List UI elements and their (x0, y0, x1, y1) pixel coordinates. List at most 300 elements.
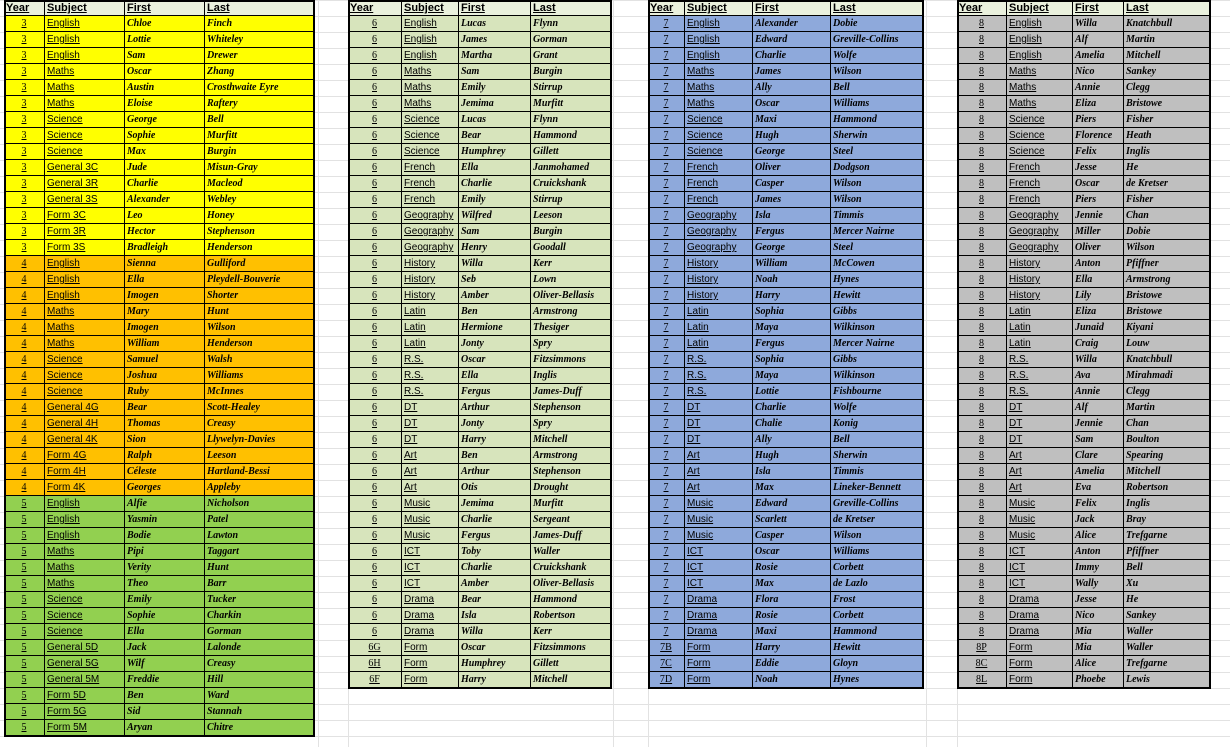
year-cell[interactable]: 5 (4, 608, 45, 624)
year-cell[interactable]: 6 (348, 80, 402, 96)
first-name-cell[interactable]: Annie (1073, 384, 1124, 400)
last-name-cell[interactable]: Spry (531, 336, 612, 352)
year-cell[interactable]: 8 (957, 624, 1007, 640)
last-name-cell[interactable]: Mitchell (1124, 48, 1211, 64)
first-name-cell[interactable]: Joshua (125, 368, 205, 384)
year-cell[interactable]: 5 (4, 544, 45, 560)
last-name-cell[interactable]: Honey (205, 208, 315, 224)
subject-cell[interactable]: Maths (45, 64, 125, 80)
last-name-cell[interactable]: Kiyani (1124, 320, 1211, 336)
subject-cell[interactable]: Form (402, 672, 459, 688)
year-cell[interactable]: 7 (648, 400, 685, 416)
year-cell[interactable]: 8 (957, 352, 1007, 368)
first-name-cell[interactable]: Ella (125, 272, 205, 288)
header-first[interactable]: First (125, 0, 205, 16)
last-name-cell[interactable]: Raftery (205, 96, 315, 112)
first-name-cell[interactable]: Mary (125, 304, 205, 320)
year-cell[interactable]: 6 (348, 544, 402, 560)
last-name-cell[interactable]: Corbett (831, 608, 924, 624)
subject-cell[interactable]: DT (685, 432, 753, 448)
last-name-cell[interactable]: Stephenson (205, 224, 315, 240)
subject-cell[interactable]: General 3C (45, 160, 125, 176)
year-cell[interactable]: 7 (648, 496, 685, 512)
subject-cell[interactable]: Geography (402, 208, 459, 224)
first-name-cell[interactable]: Jemima (459, 96, 531, 112)
first-name-cell[interactable]: George (753, 144, 831, 160)
subject-cell[interactable]: French (685, 176, 753, 192)
last-name-cell[interactable]: Timmis (831, 464, 924, 480)
first-name-cell[interactable]: Scarlett (753, 512, 831, 528)
first-name-cell[interactable]: Charlie (753, 400, 831, 416)
first-name-cell[interactable]: Hector (125, 224, 205, 240)
subject-cell[interactable]: DT (402, 432, 459, 448)
year-cell[interactable]: 8 (957, 416, 1007, 432)
year-cell[interactable]: 7 (648, 368, 685, 384)
first-name-cell[interactable]: Edward (753, 32, 831, 48)
subject-cell[interactable]: ICT (685, 560, 753, 576)
last-name-cell[interactable]: Bray (1124, 512, 1211, 528)
first-name-cell[interactable]: Piers (1073, 192, 1124, 208)
year-cell[interactable]: 4 (4, 336, 45, 352)
year-cell[interactable]: 3 (4, 192, 45, 208)
subject-cell[interactable]: History (685, 272, 753, 288)
subject-cell[interactable]: Maths (402, 96, 459, 112)
first-name-cell[interactable]: Alf (1073, 400, 1124, 416)
last-name-cell[interactable]: Knatchbull (1124, 16, 1211, 32)
last-name-cell[interactable]: Misun-Gray (205, 160, 315, 176)
first-name-cell[interactable]: Aryan (125, 720, 205, 736)
year-cell[interactable]: 7 (648, 256, 685, 272)
subject-cell[interactable]: Science (685, 128, 753, 144)
year-cell[interactable]: 5 (4, 656, 45, 672)
year-cell[interactable]: 7 (648, 304, 685, 320)
year-cell[interactable]: 8 (957, 192, 1007, 208)
subject-cell[interactable]: Form 5D (45, 688, 125, 704)
year-cell[interactable]: 7 (648, 48, 685, 64)
subject-cell[interactable]: English (402, 48, 459, 64)
subject-cell[interactable]: Science (45, 352, 125, 368)
last-name-cell[interactable]: Lewis (1124, 672, 1211, 688)
last-name-cell[interactable]: Oliver-Bellasis (531, 576, 612, 592)
year-cell[interactable]: 5 (4, 576, 45, 592)
subject-cell[interactable]: Drama (1007, 592, 1073, 608)
last-name-cell[interactable]: Zhang (205, 64, 315, 80)
subject-cell[interactable]: Drama (402, 592, 459, 608)
subject-cell[interactable]: ICT (1007, 544, 1073, 560)
year-cell[interactable]: 6 (348, 288, 402, 304)
last-name-cell[interactable]: He (1124, 160, 1211, 176)
first-name-cell[interactable]: Jack (125, 640, 205, 656)
first-name-cell[interactable]: Felix (1073, 496, 1124, 512)
first-name-cell[interactable]: Ella (1073, 272, 1124, 288)
last-name-cell[interactable]: Appleby (205, 480, 315, 496)
header-subject[interactable]: Subject (685, 0, 753, 16)
last-name-cell[interactable]: Stephenson (531, 464, 612, 480)
subject-cell[interactable]: English (45, 16, 125, 32)
first-name-cell[interactable]: Pipi (125, 544, 205, 560)
last-name-cell[interactable]: Macleod (205, 176, 315, 192)
subject-cell[interactable]: Science (45, 384, 125, 400)
subject-cell[interactable]: Music (685, 528, 753, 544)
first-name-cell[interactable]: Willa (1073, 352, 1124, 368)
last-name-cell[interactable]: Spearing (1124, 448, 1211, 464)
last-name-cell[interactable]: Wilkinson (831, 368, 924, 384)
year-cell[interactable]: 7 (648, 576, 685, 592)
subject-cell[interactable]: History (402, 272, 459, 288)
first-name-cell[interactable]: Oliver (753, 160, 831, 176)
subject-cell[interactable]: Art (402, 448, 459, 464)
subject-cell[interactable]: Geography (685, 240, 753, 256)
header-subject[interactable]: Subject (402, 0, 459, 16)
year-cell[interactable]: 6 (348, 448, 402, 464)
subject-cell[interactable]: Art (1007, 464, 1073, 480)
subject-cell[interactable]: ICT (1007, 560, 1073, 576)
first-name-cell[interactable]: Arthur (459, 400, 531, 416)
subject-cell[interactable]: Science (45, 624, 125, 640)
first-name-cell[interactable]: Harry (753, 288, 831, 304)
first-name-cell[interactable]: Amelia (1073, 464, 1124, 480)
year-cell[interactable]: 8 (957, 96, 1007, 112)
year-cell[interactable]: 4 (4, 320, 45, 336)
subject-cell[interactable]: Drama (685, 624, 753, 640)
year-cell[interactable]: 6 (348, 64, 402, 80)
header-first[interactable]: First (753, 0, 831, 16)
last-name-cell[interactable]: Gloyn (831, 656, 924, 672)
first-name-cell[interactable]: Maxi (753, 624, 831, 640)
last-name-cell[interactable]: Williams (205, 368, 315, 384)
header-first[interactable]: First (459, 0, 531, 16)
year-cell[interactable]: 6 (348, 496, 402, 512)
header-subject[interactable]: Subject (1007, 0, 1073, 16)
first-name-cell[interactable]: Isla (459, 608, 531, 624)
first-name-cell[interactable]: Henry (459, 240, 531, 256)
year-cell[interactable]: 6 (348, 96, 402, 112)
year-cell[interactable]: 8 (957, 448, 1007, 464)
year-cell[interactable]: 3 (4, 208, 45, 224)
first-name-cell[interactable]: Sophia (753, 352, 831, 368)
year-cell[interactable]: 8 (957, 464, 1007, 480)
first-name-cell[interactable]: Casper (753, 176, 831, 192)
last-name-cell[interactable]: Steel (831, 144, 924, 160)
first-name-cell[interactable]: Ella (459, 160, 531, 176)
year-cell[interactable]: 6 (348, 576, 402, 592)
last-name-cell[interactable]: James-Duff (531, 528, 612, 544)
first-name-cell[interactable]: William (125, 336, 205, 352)
last-name-cell[interactable]: Armstrong (1124, 272, 1211, 288)
header-year[interactable]: Year (4, 0, 45, 16)
subject-cell[interactable]: English (402, 16, 459, 32)
subject-cell[interactable]: Latin (1007, 320, 1073, 336)
first-name-cell[interactable]: Maxi (753, 112, 831, 128)
year-cell[interactable]: 6 (348, 144, 402, 160)
last-name-cell[interactable]: Hammond (831, 112, 924, 128)
year-cell[interactable]: 5 (4, 528, 45, 544)
subject-cell[interactable]: Maths (45, 320, 125, 336)
last-name-cell[interactable]: Mercer Nairne (831, 336, 924, 352)
last-name-cell[interactable]: Gillett (531, 144, 612, 160)
first-name-cell[interactable]: Wally (1073, 576, 1124, 592)
year-cell[interactable]: 7 (648, 192, 685, 208)
first-name-cell[interactable]: Alexander (753, 16, 831, 32)
last-name-cell[interactable]: de Kretser (1124, 176, 1211, 192)
first-name-cell[interactable]: Phoebe (1073, 672, 1124, 688)
last-name-cell[interactable]: Bell (1124, 560, 1211, 576)
subject-cell[interactable]: French (402, 192, 459, 208)
subject-cell[interactable]: Latin (1007, 304, 1073, 320)
year-cell[interactable]: 7B (648, 640, 685, 656)
last-name-cell[interactable]: Clegg (1124, 384, 1211, 400)
subject-cell[interactable]: Latin (402, 304, 459, 320)
subject-cell[interactable]: English (45, 496, 125, 512)
subject-cell[interactable]: History (1007, 256, 1073, 272)
last-name-cell[interactable]: McInnes (205, 384, 315, 400)
subject-cell[interactable]: Maths (685, 96, 753, 112)
first-name-cell[interactable]: Lucas (459, 112, 531, 128)
last-name-cell[interactable]: Murfitt (205, 128, 315, 144)
subject-cell[interactable]: Maths (402, 80, 459, 96)
subject-cell[interactable]: Form (402, 656, 459, 672)
first-name-cell[interactable]: Eva (1073, 480, 1124, 496)
last-name-cell[interactable]: Heath (1124, 128, 1211, 144)
year-cell[interactable]: 5 (4, 496, 45, 512)
first-name-cell[interactable]: Sam (459, 64, 531, 80)
first-name-cell[interactable]: Céleste (125, 464, 205, 480)
first-name-cell[interactable]: Junaid (1073, 320, 1124, 336)
first-name-cell[interactable]: Oscar (125, 64, 205, 80)
first-name-cell[interactable]: Amelia (1073, 48, 1124, 64)
last-name-cell[interactable]: Crosthwaite Eyre (205, 80, 315, 96)
first-name-cell[interactable]: Fergus (753, 336, 831, 352)
subject-cell[interactable]: Maths (45, 96, 125, 112)
year-cell[interactable]: 7 (648, 288, 685, 304)
year-cell[interactable]: 5 (4, 624, 45, 640)
last-name-cell[interactable]: Barr (205, 576, 315, 592)
last-name-cell[interactable]: Wilson (1124, 240, 1211, 256)
subject-cell[interactable]: General 5D (45, 640, 125, 656)
year-cell[interactable]: 7 (648, 112, 685, 128)
last-name-cell[interactable]: Charkin (205, 608, 315, 624)
last-name-cell[interactable]: Martin (1124, 32, 1211, 48)
year-cell[interactable]: 7 (648, 272, 685, 288)
subject-cell[interactable]: Art (1007, 480, 1073, 496)
year-cell[interactable]: 7 (648, 624, 685, 640)
year-cell[interactable]: 8 (957, 272, 1007, 288)
last-name-cell[interactable]: Konig (831, 416, 924, 432)
first-name-cell[interactable]: Sophie (125, 608, 205, 624)
last-name-cell[interactable]: Mitchell (1124, 464, 1211, 480)
header-last[interactable]: Last (205, 0, 315, 16)
first-name-cell[interactable]: Clare (1073, 448, 1124, 464)
first-name-cell[interactable]: Ally (753, 432, 831, 448)
subject-cell[interactable]: French (1007, 160, 1073, 176)
year-cell[interactable]: 7 (648, 528, 685, 544)
last-name-cell[interactable]: Henderson (205, 240, 315, 256)
first-name-cell[interactable]: Oscar (459, 352, 531, 368)
subject-cell[interactable]: Form (685, 640, 753, 656)
first-name-cell[interactable]: Ben (125, 688, 205, 704)
subject-cell[interactable]: ICT (402, 576, 459, 592)
first-name-cell[interactable]: Alice (1073, 656, 1124, 672)
first-name-cell[interactable]: Leo (125, 208, 205, 224)
subject-cell[interactable]: Music (1007, 528, 1073, 544)
year-cell[interactable]: 6 (348, 528, 402, 544)
year-cell[interactable]: 7 (648, 464, 685, 480)
first-name-cell[interactable]: Eliza (1073, 96, 1124, 112)
subject-cell[interactable]: English (45, 32, 125, 48)
subject-cell[interactable]: Geography (402, 240, 459, 256)
first-name-cell[interactable]: Arthur (459, 464, 531, 480)
subject-cell[interactable]: Art (1007, 448, 1073, 464)
last-name-cell[interactable]: Wilkinson (831, 320, 924, 336)
subject-cell[interactable]: Music (402, 528, 459, 544)
last-name-cell[interactable]: Lalonde (205, 640, 315, 656)
first-name-cell[interactable]: Imogen (125, 320, 205, 336)
year-cell[interactable]: 8 (957, 304, 1007, 320)
year-cell[interactable]: 8 (957, 32, 1007, 48)
last-name-cell[interactable]: Bristowe (1124, 288, 1211, 304)
first-name-cell[interactable]: Ella (459, 368, 531, 384)
subject-cell[interactable]: R.S. (402, 384, 459, 400)
subject-cell[interactable]: Science (45, 592, 125, 608)
first-name-cell[interactable]: Bradleigh (125, 240, 205, 256)
last-name-cell[interactable]: Stirrup (531, 80, 612, 96)
year-cell[interactable]: 7 (648, 384, 685, 400)
header-year[interactable]: Year (348, 0, 402, 16)
year-cell[interactable]: 3 (4, 240, 45, 256)
last-name-cell[interactable]: Gillett (531, 656, 612, 672)
subject-cell[interactable]: Music (1007, 496, 1073, 512)
year-cell[interactable]: 5 (4, 592, 45, 608)
year-cell[interactable]: 4 (4, 368, 45, 384)
last-name-cell[interactable]: Inglis (531, 368, 612, 384)
subject-cell[interactable]: Form 5G (45, 704, 125, 720)
last-name-cell[interactable]: Bell (831, 80, 924, 96)
first-name-cell[interactable]: Amber (459, 576, 531, 592)
last-name-cell[interactable]: Knatchbull (1124, 352, 1211, 368)
first-name-cell[interactable]: Miller (1073, 224, 1124, 240)
subject-cell[interactable]: English (45, 288, 125, 304)
year-cell[interactable]: 3 (4, 144, 45, 160)
subject-cell[interactable]: General 3S (45, 192, 125, 208)
year-cell[interactable]: 3 (4, 128, 45, 144)
first-name-cell[interactable]: Alexander (125, 192, 205, 208)
last-name-cell[interactable]: Cruickshank (531, 176, 612, 192)
year-cell[interactable]: 3 (4, 96, 45, 112)
last-name-cell[interactable]: Sankey (1124, 608, 1211, 624)
subject-cell[interactable]: History (1007, 288, 1073, 304)
year-cell[interactable]: 8 (957, 320, 1007, 336)
subject-cell[interactable]: History (685, 256, 753, 272)
year-cell[interactable]: 7 (648, 80, 685, 96)
first-name-cell[interactable]: Max (753, 480, 831, 496)
first-name-cell[interactable]: Jude (125, 160, 205, 176)
last-name-cell[interactable]: Bell (205, 112, 315, 128)
first-name-cell[interactable]: Humphrey (459, 656, 531, 672)
first-name-cell[interactable]: Immy (1073, 560, 1124, 576)
year-cell[interactable]: 6 (348, 432, 402, 448)
first-name-cell[interactable]: Samuel (125, 352, 205, 368)
last-name-cell[interactable]: Walsh (205, 352, 315, 368)
header-last[interactable]: Last (531, 0, 612, 16)
first-name-cell[interactable]: Ava (1073, 368, 1124, 384)
first-name-cell[interactable]: Rosie (753, 560, 831, 576)
subject-cell[interactable]: R.S. (402, 352, 459, 368)
subject-cell[interactable]: Music (402, 512, 459, 528)
year-cell[interactable]: 7D (648, 672, 685, 688)
first-name-cell[interactable]: Felix (1073, 144, 1124, 160)
year-cell[interactable]: 4 (4, 384, 45, 400)
year-cell[interactable]: 6 (348, 384, 402, 400)
year-cell[interactable]: 7 (648, 240, 685, 256)
first-name-cell[interactable]: Emily (125, 592, 205, 608)
year-cell[interactable]: 8C (957, 656, 1007, 672)
first-name-cell[interactable]: Ruby (125, 384, 205, 400)
first-name-cell[interactable]: Ally (753, 80, 831, 96)
subject-cell[interactable]: DT (402, 400, 459, 416)
year-cell[interactable]: 7 (648, 144, 685, 160)
header-first[interactable]: First (1073, 0, 1124, 16)
year-cell[interactable]: 8 (957, 16, 1007, 32)
last-name-cell[interactable]: Sankey (1124, 64, 1211, 80)
first-name-cell[interactable]: Eddie (753, 656, 831, 672)
first-name-cell[interactable]: Fergus (459, 528, 531, 544)
first-name-cell[interactable]: Lucas (459, 16, 531, 32)
first-name-cell[interactable]: Jesse (1073, 592, 1124, 608)
subject-cell[interactable]: Geography (1007, 208, 1073, 224)
last-name-cell[interactable]: Fitzsimmons (531, 352, 612, 368)
first-name-cell[interactable]: Emily (459, 80, 531, 96)
year-cell[interactable]: 6 (348, 304, 402, 320)
last-name-cell[interactable]: James-Duff (531, 384, 612, 400)
year-cell[interactable]: 4 (4, 352, 45, 368)
year-cell[interactable]: 7 (648, 320, 685, 336)
subject-cell[interactable]: English (45, 256, 125, 272)
subject-cell[interactable]: Maths (402, 64, 459, 80)
first-name-cell[interactable]: Otis (459, 480, 531, 496)
year-cell[interactable]: 8 (957, 496, 1007, 512)
subject-cell[interactable]: Latin (685, 320, 753, 336)
first-name-cell[interactable]: William (753, 256, 831, 272)
first-name-cell[interactable]: Sophie (125, 128, 205, 144)
year-cell[interactable]: 7 (648, 512, 685, 528)
last-name-cell[interactable]: Nicholson (205, 496, 315, 512)
year-cell[interactable]: 7 (648, 560, 685, 576)
year-cell[interactable]: 4 (4, 304, 45, 320)
first-name-cell[interactable]: Oscar (753, 544, 831, 560)
last-name-cell[interactable]: Mercer Nairne (831, 224, 924, 240)
subject-cell[interactable]: Drama (685, 592, 753, 608)
year-cell[interactable]: 4 (4, 464, 45, 480)
first-name-cell[interactable]: James (753, 192, 831, 208)
last-name-cell[interactable]: Clegg (1124, 80, 1211, 96)
subject-cell[interactable]: English (1007, 32, 1073, 48)
subject-cell[interactable]: Form (402, 640, 459, 656)
last-name-cell[interactable]: Janmohamed (531, 160, 612, 176)
subject-cell[interactable]: Maths (1007, 96, 1073, 112)
year-cell[interactable]: 5 (4, 640, 45, 656)
subject-cell[interactable]: Maths (45, 560, 125, 576)
last-name-cell[interactable]: Webley (205, 192, 315, 208)
subject-cell[interactable]: DT (1007, 416, 1073, 432)
subject-cell[interactable]: English (45, 528, 125, 544)
subject-cell[interactable]: Music (685, 512, 753, 528)
year-cell[interactable]: 6 (348, 208, 402, 224)
last-name-cell[interactable]: Pfiffner (1124, 256, 1211, 272)
year-cell[interactable]: 3 (4, 80, 45, 96)
last-name-cell[interactable]: Waller (1124, 624, 1211, 640)
year-cell[interactable]: 8 (957, 528, 1007, 544)
year-cell[interactable]: 6 (348, 624, 402, 640)
